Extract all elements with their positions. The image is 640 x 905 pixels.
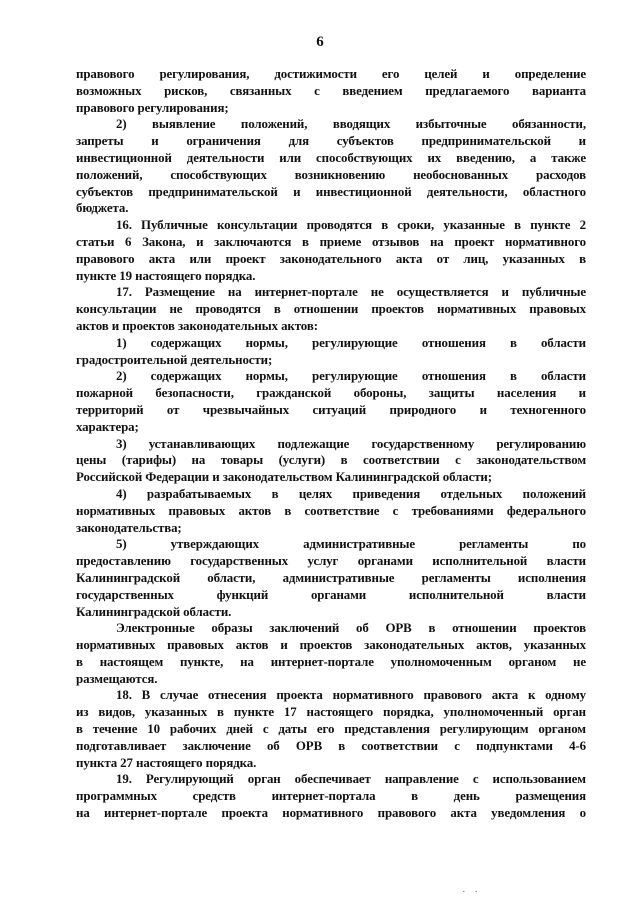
text-line: нормативных правовых актов в соответствие с требованиями федерального bbox=[76, 503, 586, 518]
text-line: 4) разрабатываемых в целях приведения отдельных положений bbox=[116, 486, 586, 501]
paragraph-19 bbox=[76, 771, 586, 821]
text-line: консультации не проводятся в отношении проектов нормативных правовых bbox=[76, 302, 586, 317]
text-line: 2) выявление положений, вводящих избыточные обязанности, bbox=[116, 117, 586, 132]
text-line: правового регулирования, достижимости его целей и определение bbox=[76, 67, 586, 81]
text-line: 16. Публичные консультации проводятся в сроки, указанные в пункте 2 bbox=[116, 218, 586, 233]
text-line: законодательства; bbox=[76, 520, 182, 535]
text-line: пункта 27 настоящего порядка. bbox=[76, 755, 257, 770]
text-line: подготавливает заключение об ОРВ в соответствии с подпунктами 4-6 bbox=[76, 738, 586, 753]
text-line: 5) утверждающих административные регламенты по bbox=[116, 537, 586, 552]
paragraph-17 bbox=[76, 284, 586, 334]
text-line: запреты и ограничения для субъектов предпринимательской и bbox=[76, 134, 586, 149]
paragraph-17-3 bbox=[76, 436, 586, 486]
paragraph-electronic bbox=[76, 620, 586, 687]
text-line: размещаются. bbox=[76, 671, 158, 686]
text-line: из видов, указанных в пункте 17 настоящего порядка, уполномоченный орган bbox=[76, 705, 586, 720]
text-line: 3) устанавливающих подлежащие государственному регулированию bbox=[116, 436, 586, 451]
text-line: территорий от чрезвычайных ситуаций природного и техногенного bbox=[76, 402, 586, 417]
paragraph-17-1 bbox=[76, 335, 586, 369]
text-line: 2) содержащих нормы, регулирующие отношения в области bbox=[116, 369, 586, 384]
paragraph-17-5 bbox=[76, 536, 586, 620]
text-line: в настоящем пункте, на интернет-портале уполномоченным органом не bbox=[76, 654, 586, 669]
text-line: предоставлению государственных услуг органами исполнительной власти bbox=[76, 554, 586, 569]
text-line: Калининградской области, административные регламенты исполнения bbox=[76, 570, 586, 585]
scan-artifact: · · bbox=[462, 886, 482, 898]
text-line: градостроительной деятельности; bbox=[76, 352, 273, 367]
paragraph-continuation bbox=[76, 66, 586, 116]
text-line: 18. В случае отнесения проекта нормативного правового акта к одному bbox=[116, 688, 586, 703]
document-body bbox=[76, 66, 586, 822]
text-line: в течение 10 рабочих дней с даты его представления регулирующим органом bbox=[76, 722, 586, 737]
text-line: Калининградской области. bbox=[76, 604, 232, 619]
paragraph-18 bbox=[76, 687, 586, 771]
text-line: бюджета. bbox=[76, 201, 129, 216]
text-line: актов и проектов законодательных актов: bbox=[76, 318, 318, 333]
paragraph-item-2 bbox=[76, 116, 586, 217]
text-line: субъектов предпринимательской и инвестиционной деятельности, областного bbox=[76, 184, 586, 199]
text-line: государственных функций органами исполнительной власти bbox=[76, 587, 586, 602]
text-line: 17. Размещение на интернет-портале не осуществляется и публичные bbox=[116, 285, 586, 300]
text-line: положений, способствующих возникновению необоснованных расходов bbox=[76, 167, 586, 182]
paragraph-16 bbox=[76, 217, 586, 284]
text-line: Российской Федерации и законодательством Калининградской области; bbox=[76, 470, 492, 485]
text-line: цены (тарифы) на товары (услуги) в соответствии с законодательством bbox=[76, 453, 586, 468]
text-line: нормативных правовых актов и проектов законодательных актов, указанных bbox=[76, 638, 586, 653]
paragraph-17-4 bbox=[76, 486, 586, 536]
text-line: возможных рисков, связанных с введением предлагаемого варианта bbox=[76, 83, 586, 98]
page-number: 6 bbox=[316, 34, 324, 50]
text-line: характера; bbox=[76, 419, 139, 434]
text-line: правового акта или проект законодательного акта от лиц, указанных в bbox=[76, 251, 586, 266]
text-line: инвестиционной деятельности или способствующих их введению, а также bbox=[76, 150, 586, 165]
text-line: программных средств интернет-портала в день размещения bbox=[76, 789, 586, 804]
text-line: на интернет-портале проекта нормативного правового акта уведомления о bbox=[76, 806, 586, 821]
text-line: статьи 6 Закона, и заключаются в приеме отзывов на проект нормативного bbox=[76, 234, 586, 249]
text-line: пожарной безопасности, гражданской обороны, защиты населения и bbox=[76, 386, 586, 401]
text-line: правового регулирования; bbox=[76, 100, 229, 115]
text-line: 19. Регулирующий орган обеспечивает направление с использованием bbox=[116, 772, 586, 787]
text-line: Электронные образы заключений об ОРВ в отношении проектов bbox=[116, 621, 586, 636]
text-line: 1) содержащих нормы, регулирующие отношения в области bbox=[116, 335, 586, 350]
text-line: пункте 19 настоящего порядка. bbox=[76, 268, 256, 283]
paragraph-17-2 bbox=[76, 368, 586, 435]
